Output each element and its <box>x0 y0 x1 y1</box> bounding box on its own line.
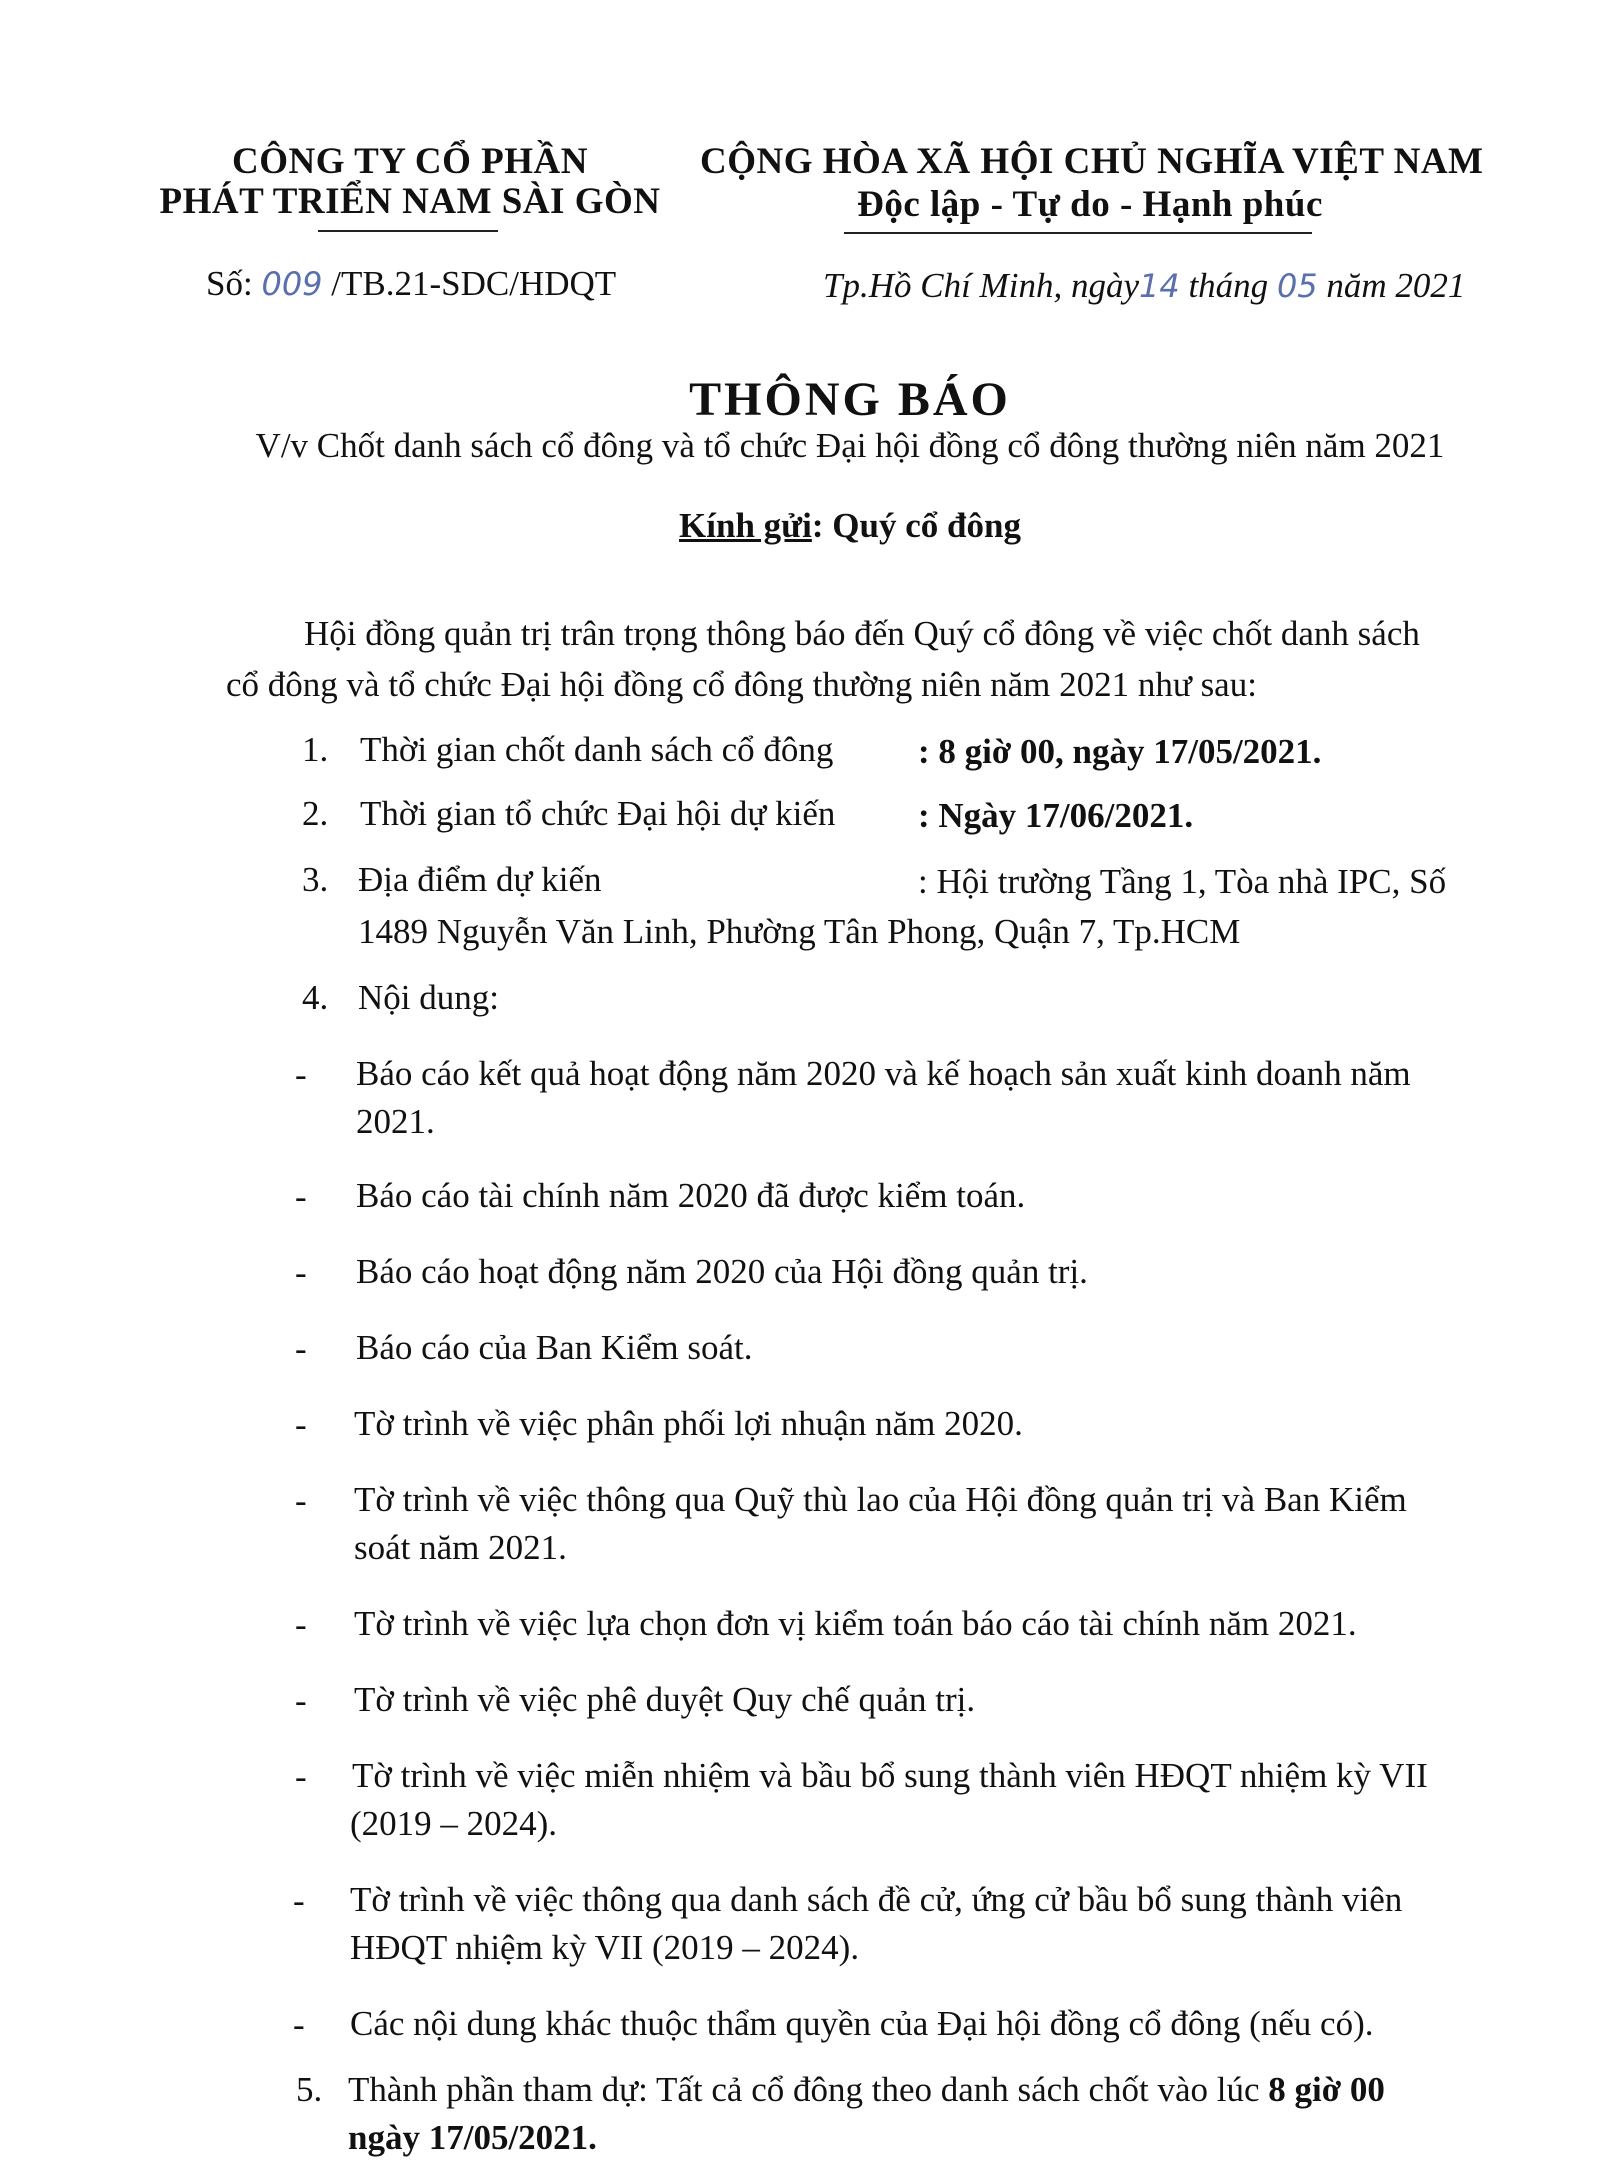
bullet-5-line1: Tờ trình về việc phân phối lợi nhuận năm 2020. <box>354 1404 1023 1443</box>
bullet-4-line1: Báo cáo của Ban Kiểm soát. <box>356 1328 753 1367</box>
date-month-handwritten: 05 <box>1276 267 1318 305</box>
doc-no-suffix: /TB.21-SDC/HDQT <box>331 264 617 303</box>
bullet-9-line1: Tờ trình về việc miễn nhiệm và bầu bổ sung thành viên HĐQT nhiệm kỳ VII <box>352 1756 1428 1795</box>
bullet-dash: - <box>293 1881 305 1920</box>
doc-no-prefix: Số: <box>206 264 253 303</box>
intro-line-1: Hội đồng quản trị trân trọng thông báo đến Quý cổ đông về việc chốt danh sách <box>304 614 1420 653</box>
item-1-value: : 8 giờ 00, ngày 17/05/2021. <box>918 732 1322 771</box>
bullet-3-line1: Báo cáo hoạt động năm 2020 của Hội đồng quản trị. <box>356 1252 1088 1291</box>
company-name-line1: CÔNG TY CỔ PHẦN <box>232 141 588 182</box>
bullet-dash: - <box>295 1605 307 1644</box>
item-2-label: Thời gian tổ chức Đại hội dự kiến <box>360 794 836 833</box>
item-5-time: 8 giờ 00 <box>1268 2070 1385 2109</box>
bullet-dash: - <box>295 1177 307 1216</box>
nation-line1: CỘNG HÒA XÃ HỘI CHỦ NGHĨA VIỆT NAM <box>700 141 1484 182</box>
document-date <box>823 266 1465 306</box>
bullet-11-line1: Các nội dung khác thuộc thẩm quyền của Đại hội đồng cổ đông (nếu có). <box>350 2004 1374 2043</box>
company-underline <box>318 230 498 232</box>
company-name-line2: PHÁT TRIỂN NAM SÀI GÒN <box>159 181 661 222</box>
intro-line-2: cổ đông và tổ chức Đại hội đồng cổ đông thường niên năm 2021 như sau: <box>226 665 1257 704</box>
date-text-2: tháng <box>1188 266 1269 305</box>
bullet-1-line1: Báo cáo kết quả hoạt động năm 2020 và kế hoạch sản xuất kinh doanh năm <box>356 1054 1411 1093</box>
item-3-value: : Hội trường Tầng 1, Tòa nhà IPC, Số <box>918 862 1447 901</box>
item-5-number: 5. <box>296 2070 323 2109</box>
item-3-number: 3. <box>302 860 329 899</box>
item-5-text-main: Thành phần tham dự: Tất cả cổ đông theo danh sách chốt vào lúc <box>348 2070 1260 2109</box>
salutation-recipient: Quý cổ đông <box>832 506 1021 545</box>
item-4-label: Nội dung: <box>358 978 499 1017</box>
salutation-label: Kính gửi <box>679 506 812 545</box>
item-3-value-cont: 1489 Nguyễn Văn Linh, Phường Tân Phong, Quận 7, Tp.HCM <box>358 912 1241 951</box>
bullet-2-line1: Báo cáo tài chính năm 2020 đã được kiểm toán. <box>356 1176 1026 1215</box>
bullet-7-line1: Tờ trình về việc lựa chọn đơn vị kiểm toán báo cáo tài chính năm 2021. <box>354 1604 1357 1643</box>
item-2-value: : Ngày 17/06/2021. <box>918 796 1194 835</box>
bullet-dash: - <box>295 1055 307 1094</box>
bullet-9-line2: (2019 – 2024). <box>350 1804 558 1843</box>
date-text-3: năm 2021 <box>1326 266 1466 305</box>
bullet-8-line1: Tờ trình về việc phê duyệt Quy chế quản trị. <box>354 1680 976 1719</box>
bullet-dash: - <box>295 1481 307 1520</box>
bullet-1-line2: 2021. <box>356 1102 435 1141</box>
subject-line: V/v Chốt danh sách cổ đông và tổ chức Đại hội đồng cổ đông thường niên năm 2021 <box>255 426 1445 465</box>
bullet-dash: - <box>295 1405 307 1444</box>
date-text-1: Tp.Hồ Chí Minh, ngày <box>823 266 1139 305</box>
item-3-label: Địa điểm dự kiến <box>358 860 602 899</box>
bullet-dash: - <box>295 1757 307 1796</box>
bullet-10-line1: Tờ trình về việc thông qua danh sách đề cử, ứng cử bầu bổ sung thành viên <box>350 1880 1403 1919</box>
date-day-handwritten: 14 <box>1138 267 1180 305</box>
item-5-date: ngày 17/05/2021. <box>348 2118 597 2157</box>
bullet-dash: - <box>295 1253 307 1292</box>
item-2-number: 2. <box>302 794 329 833</box>
bullet-dash: - <box>295 1329 307 1368</box>
document-number <box>206 264 616 304</box>
motto-underline <box>844 232 1312 234</box>
bullet-6-line1: Tờ trình về việc thông qua Quỹ thù lao của Hội đồng quản trị và Ban Kiểm <box>354 1480 1407 1519</box>
item-4-number: 4. <box>302 978 329 1017</box>
nation-motto: Độc lập - Tự do - Hạnh phúc <box>857 184 1323 225</box>
page-title: THÔNG BÁO <box>689 373 1011 426</box>
bullet-10-line2: HĐQT nhiệm kỳ VII (2019 – 2024). <box>350 1928 860 1967</box>
bullet-6-line2: soát năm 2021. <box>354 1528 567 1567</box>
bullet-dash: - <box>293 2005 305 2044</box>
item-5-text <box>348 2070 1385 2110</box>
bullet-dash: - <box>295 1681 307 1720</box>
item-1-number: 1. <box>302 730 329 769</box>
salutation <box>0 506 1603 546</box>
salutation-colon: : <box>811 506 833 545</box>
item-1-label: Thời gian chốt danh sách cổ đông <box>360 730 834 769</box>
doc-no-handwritten: 009 <box>261 265 323 303</box>
